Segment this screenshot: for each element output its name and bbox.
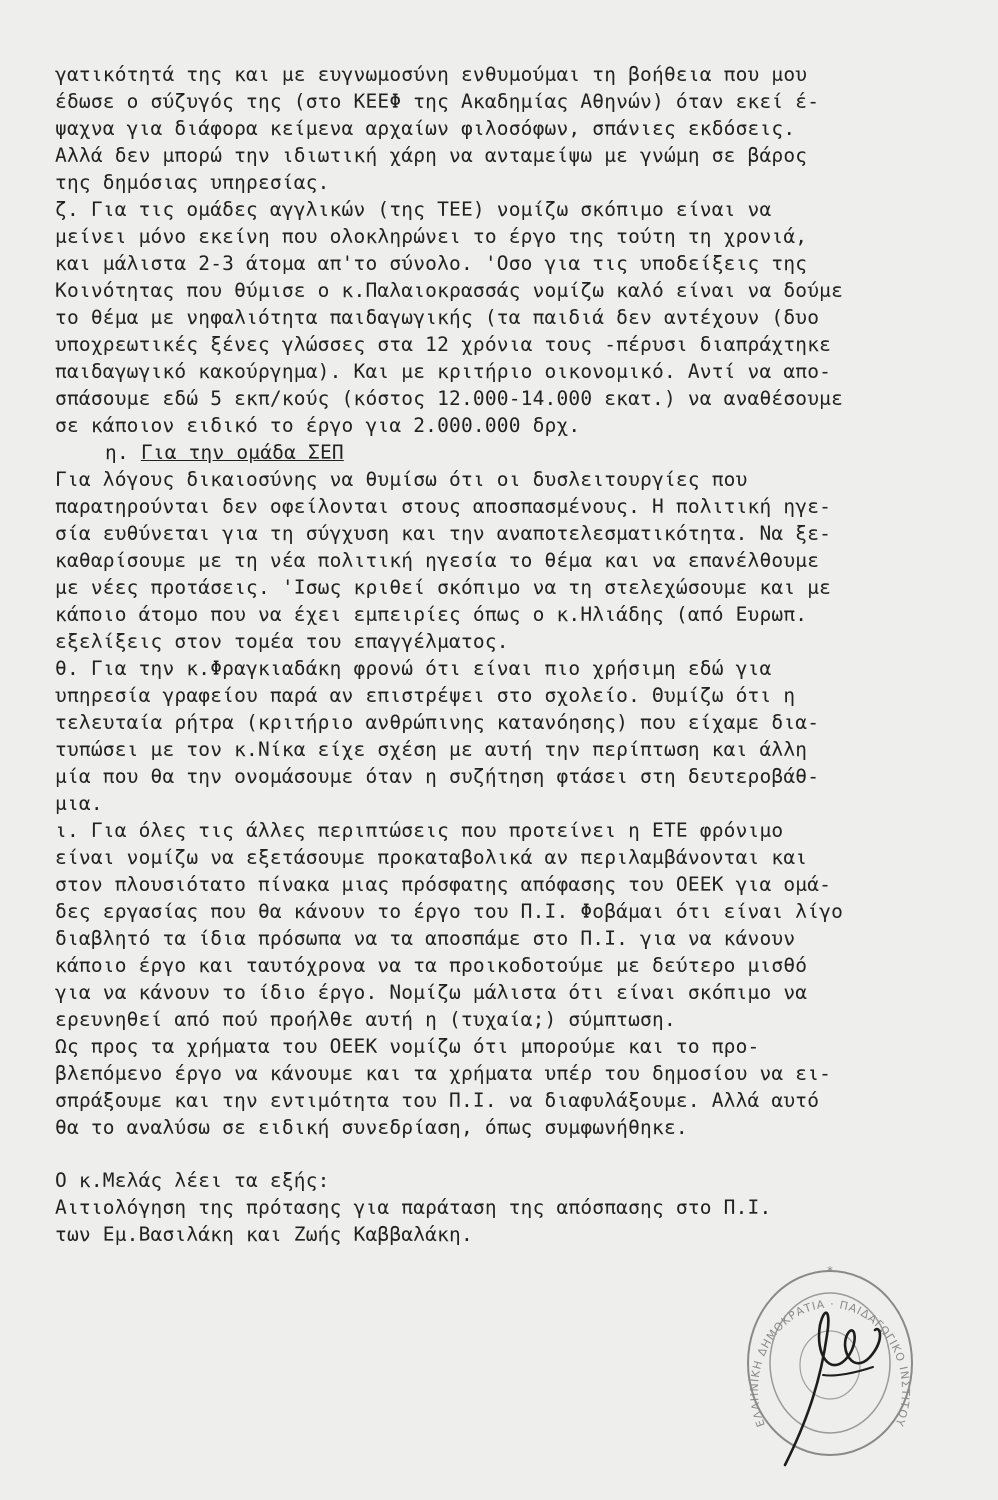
- text-line: της δημόσιας υπηρεσίας.: [55, 171, 330, 194]
- section-prefix: η.: [105, 441, 129, 464]
- svg-text:ΕΛΛΗΝΙΚΗ ΔΗΜΟΚΡΑΤΙΑ · ΠΑΙΔΑΓΩΓ: [735, 1265, 912, 1429]
- stamp-seal-icon: [735, 1265, 915, 1475]
- text-line: διαβλητό τα ίδια πρόσωπα να τα αποσπάμε στο Π.Ι. για να κάνουν: [55, 927, 796, 950]
- text-line: υποχρεωτικές ξένες γλώσσες στα 12 χρόνια τους -πέρυσι διαπράχτηκε: [55, 333, 832, 356]
- section-heading: [105, 440, 965, 466]
- text-line: καθαρίσουμε με τη νέα πολιτική ηγεσία το θέμα και να επανέλθουμε: [55, 549, 820, 572]
- text-line: κάποιο άτομο που να έχει εμπειρίες όπως ο κ.Ηλιάδης (από Ευρωπ.: [55, 603, 808, 626]
- text-line: μια.: [55, 792, 103, 815]
- text-line: ερευνηθεί από πού προήλθε αυτή η (τυχαία;) σύμπτωση.: [55, 1008, 676, 1031]
- text-line: έδωσε ο σύζυγός της (στο ΚΕΕΦ της Ακαδημίας Αθηνών) όταν εκεί έ-: [55, 90, 820, 113]
- stamp-text: ΕΛΛΗΝΙΚΗ ΔΗΜΟΚΡΑΤΙΑ · ΠΑΙΔΑΓΩΓΙΚΟ ΙΝΣΤΙΤΟΥ: [747, 1297, 913, 1429]
- text-line: είναι νομίζω να εξετάσουμε προκαταβολικά αν περιλαμβάνονται και: [55, 846, 808, 869]
- text-line: Ο κ.Μελάς λέει τα εξής:: [55, 1169, 330, 1192]
- text-line: Αιτιολόγηση της πρότασης για παράταση της απόσπασης στο Π.Ι.: [55, 1196, 772, 1219]
- text-line: δες εργασίας που θα κάνουν το έργο του Π.Ι. Φοβάμαι ότι είναι λίγο: [55, 900, 844, 923]
- text-line: σπράξουμε και την εντιμότητα του Π.Ι. να διαφυλάξουμε. Αλλά αυτό: [55, 1089, 820, 1112]
- text-line: Ως προς τα χρήματα του ΟΕΕΚ νομίζω ότι μπορούμε και το προ-: [55, 1035, 760, 1058]
- text-line: γατικότητά της και με ευγνωμοσύνη ενθυμούμαι τη βοήθεια που μου: [55, 63, 808, 86]
- text-line: σία ευθύνεται για τη σύγχυση και την αναποτελεσματικότητα. Να ξε-: [55, 522, 832, 545]
- section-title: Για την ομάδα ΣΕΠ: [140, 441, 344, 464]
- text-line: κάποιο έργο και ταυτόχρονα να τα προικοδοτούμε με δεύτερο μισθό: [55, 954, 808, 977]
- text-line: σπάσουμε εδώ 5 εκπ/κούς (κόστος 12.000-14.000 εκατ.) να αναθέσουμε: [55, 387, 844, 410]
- text-line: βλεπόμενο έργο να κάνουμε και τα χρήματα υπέρ του δημοσίου να ει-: [55, 1062, 832, 1085]
- text-line: Αλλά δεν μπορώ την ιδιωτική χάρη να ανταμείψω με γνώμη σε βάρος: [55, 144, 808, 167]
- text-line: μία που θα την ονομάσουμε όταν η συζήτηση φτάσει στη δευτεροβάθ-: [55, 765, 820, 788]
- text-line: παρατηρούνται δεν οφείλονται στους αποσπασμένους. Η πολιτική ηγε-: [55, 495, 832, 518]
- text-line: των Εμ.Βασιλάκη και Ζωής Καββαλάκη.: [55, 1223, 473, 1246]
- text-line: θα το αναλύσω σε ειδική συνεδρίαση, όπως συμφωνήθηκε.: [55, 1116, 688, 1139]
- text-line: τελευταία ρήτρα (κριτήριο ανθρώπινης κατανόησης) που είχαμε δια-: [55, 711, 820, 734]
- text-line: και μάλιστα 2-3 άτομα απ'το σύνολο. 'Οσο για τις υποδείξεις της: [55, 252, 808, 275]
- svg-text:*: *: [827, 1265, 833, 1278]
- text-line: ζ. Για τις ομάδες αγγλικών (της ΤΕΕ) νομίζω σκόπιμο είναι να: [55, 198, 772, 221]
- text-line: τυπώσει με τον κ.Νίκα είχε σχέση με αυτή την περίπτωση και άλλη: [55, 738, 808, 761]
- text-line: το θέμα με νηφαλιότητα παιδαγωγικής (τα παιδιά δεν αντέχουν (δυο: [55, 306, 820, 329]
- official-stamp: [735, 1265, 915, 1475]
- text-line: μείνει μόνο εκείνη που ολοκληρώνει το έργο της τούτη τη χρονιά,: [55, 225, 808, 248]
- text-line: εξελίξεις στον τομέα του επαγγέλματος.: [55, 630, 509, 653]
- text-line: με νέες προτάσεις. 'Ισως κριθεί σκόπιμο να τη στελεχώσουμε και με: [55, 576, 832, 599]
- text-line: για να κάνουν το ίδιο έργο. Νομίζω μάλιστα ότι είναι σκόπιμο να: [55, 981, 808, 1004]
- text-line: Για λόγους δικαιοσύνης να θυμίσω ότι οι δυσλειτουργίες που: [55, 468, 748, 491]
- text-line: Κοινότητας που θύμισε ο κ.Παλαιοκρασσάς νομίζω καλό είναι να δούμε: [55, 279, 844, 302]
- text-line: θ. Για την κ.Φραγκιαδάκη φρονώ ότι είναι πιο χρήσιμη εδώ για: [55, 657, 772, 680]
- text-line: παιδαγωγικό κακούργημα). Και με κριτήριο οικονομικό. Αντί να απο-: [55, 360, 832, 383]
- text-line: ι. Για όλες τις άλλες περιπτώσεις που προτείνει η ΕΤΕ φρόνιμο: [55, 819, 784, 842]
- text-line: υπηρεσία γραφείου παρά αν επιστρέψει στο σχολείο. Θυμίζω ότι η: [55, 684, 796, 707]
- text-line: στον πλουσιότατο πίνακα μιας πρόσφατης απόφασης του ΟΕΕΚ για ομά-: [55, 873, 832, 896]
- text-line: σε κάποιον ειδικό το έργο για 2.000.000 δρχ.: [55, 414, 581, 437]
- text-line: ψαχνα για διάφορα κείμενα αρχαίων φιλοσόφων, σπάνιες εκδόσεις.: [55, 117, 796, 140]
